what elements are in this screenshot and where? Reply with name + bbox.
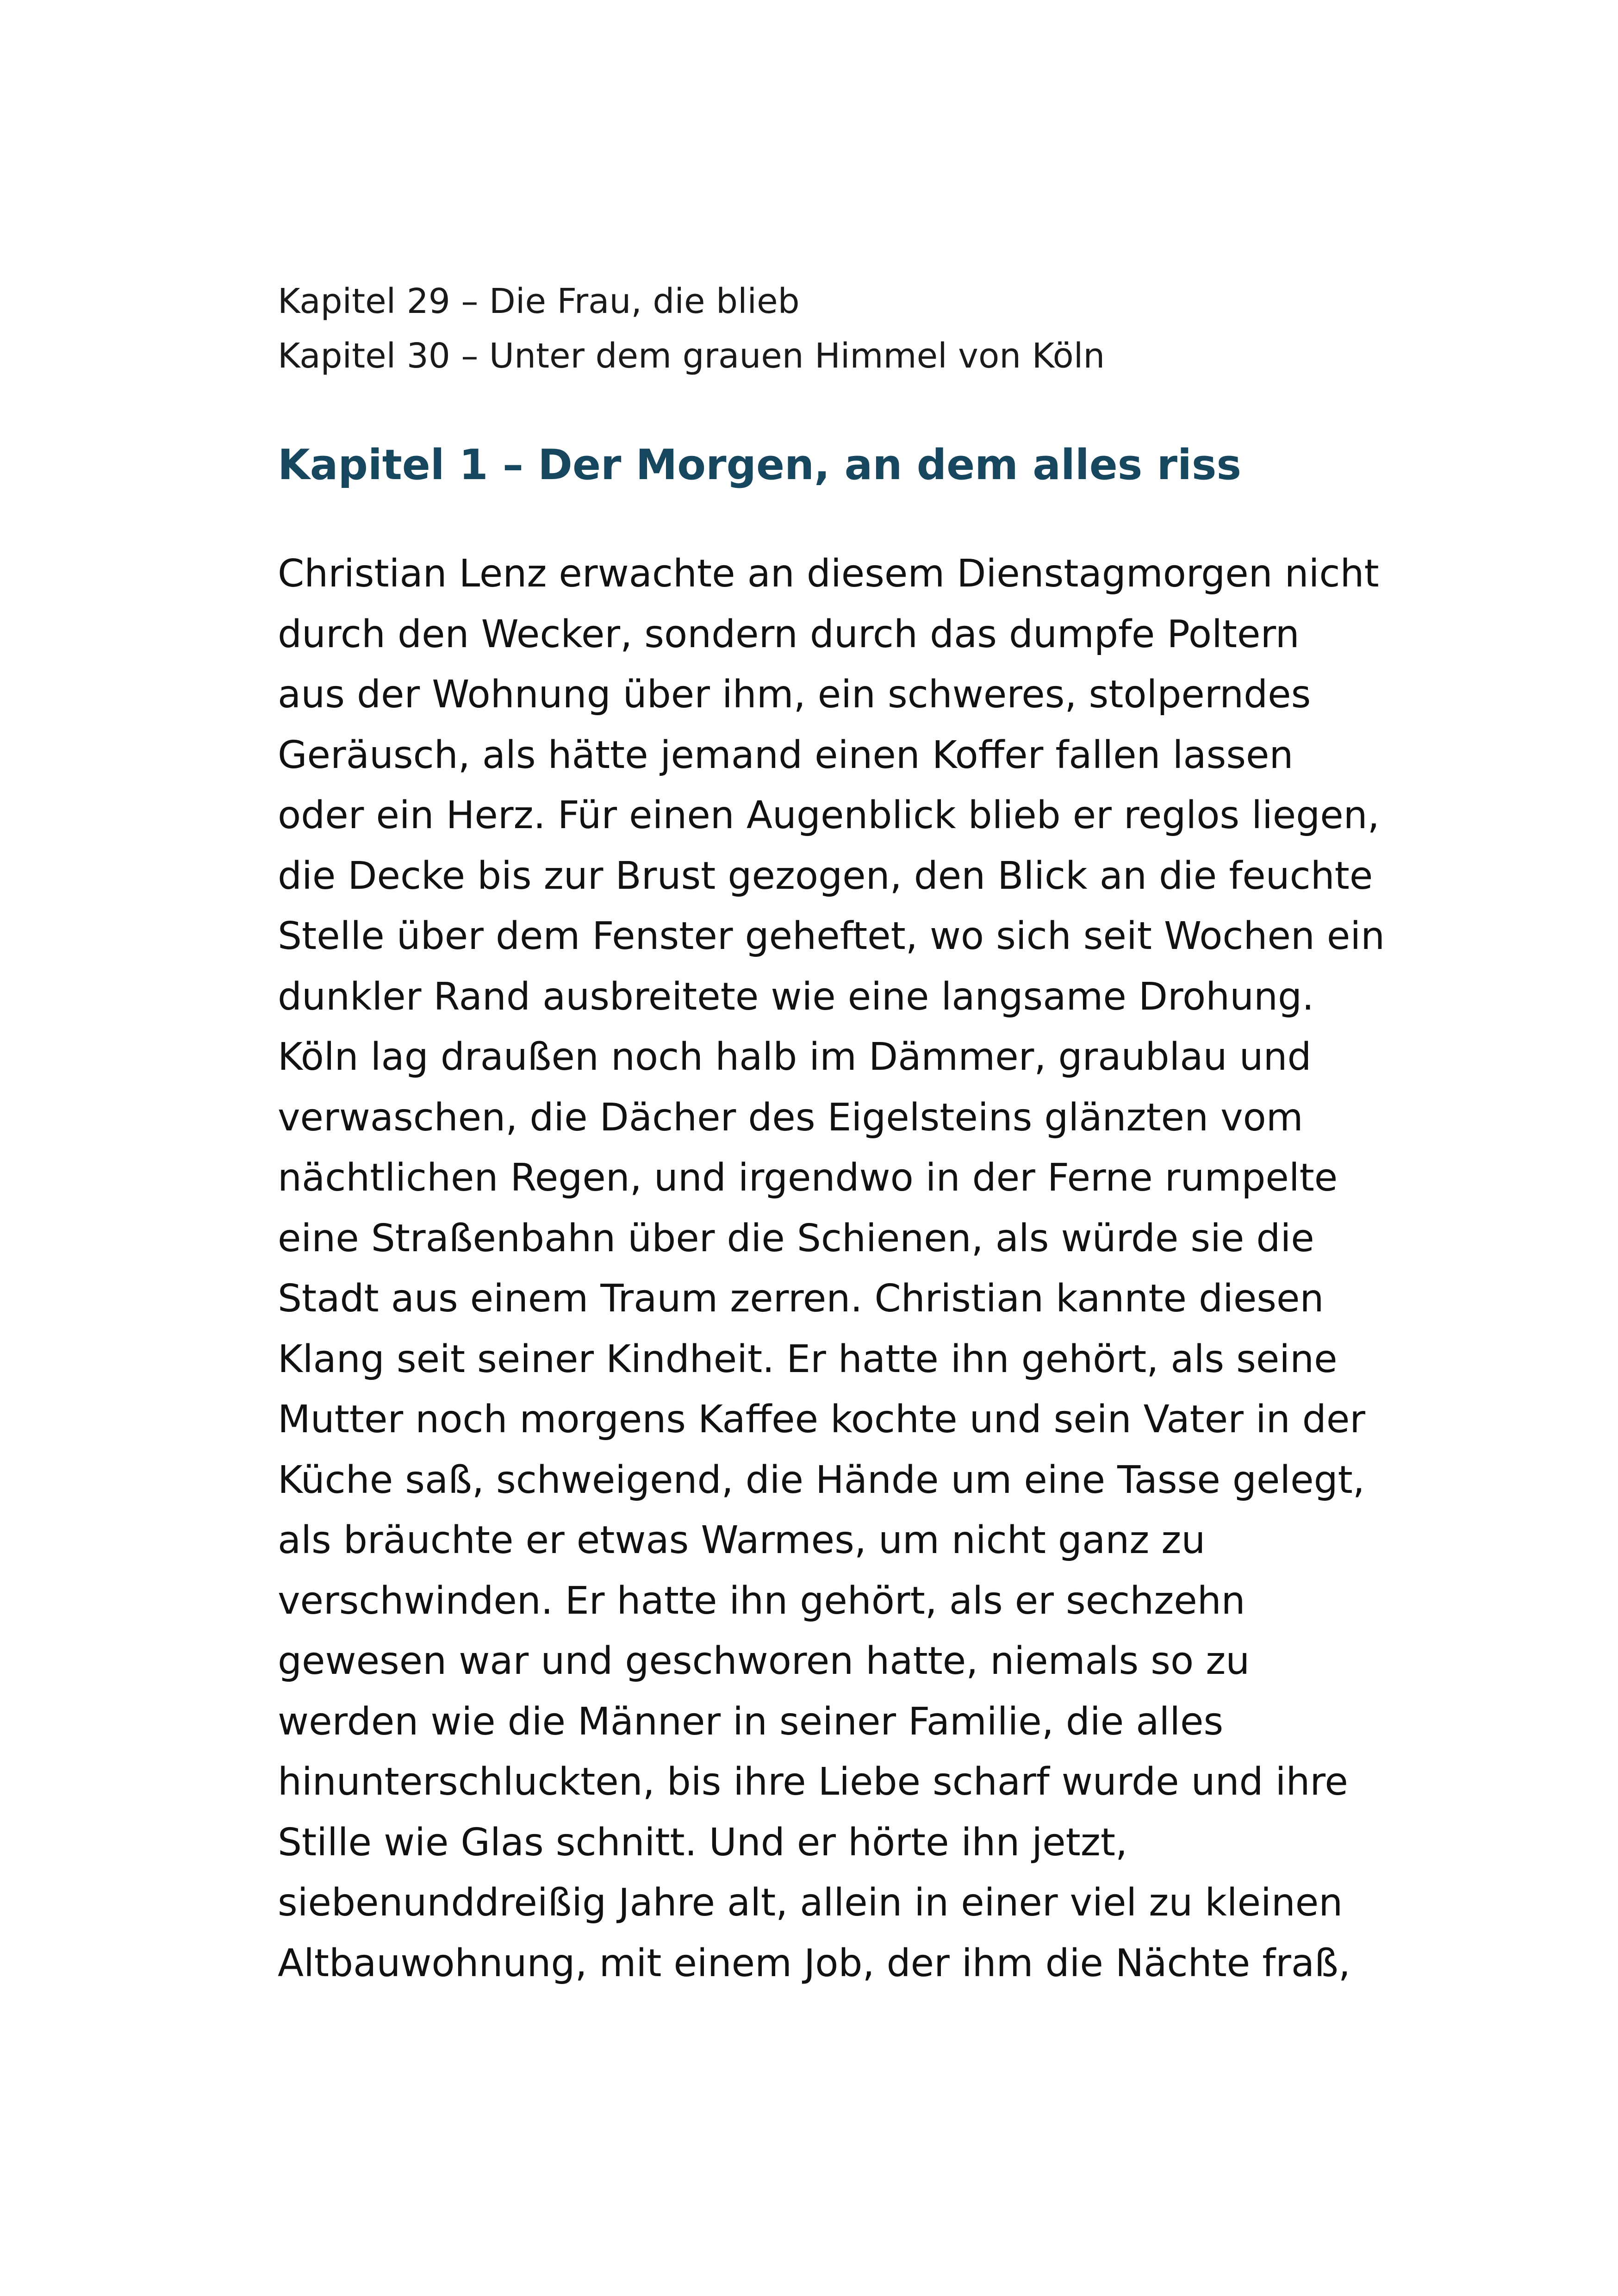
table-of-contents [278, 274, 1342, 383]
body-line: Köln lag draußen noch halb im Dämmer, graublau und [278, 1035, 1312, 1079]
body-line: Christian Lenz erwachte an diesem Dienstagmorgen nicht [278, 552, 1379, 596]
body-line: aus der Wohnung über ihm, ein schweres, stolperndes [278, 673, 1311, 717]
body-line: siebenunddreißig Jahre alt, allein in einer viel zu kleinen [278, 1881, 1343, 1925]
body-line: dunkler Rand ausbreitete wie eine langsame Drohung. [278, 974, 1314, 1019]
body-line: verschwinden. Er hatte ihn gehört, als er sechzehn [278, 1578, 1245, 1623]
body-line: eine Straßenbahn über die Schienen, als würde sie die [278, 1216, 1314, 1260]
toc-entry: Kapitel 30 – Unter dem grauen Himmel von Köln [278, 336, 1105, 376]
chapter-body [278, 544, 1388, 1994]
body-line: als bräuchte er etwas Warmes, um nicht ganz zu [278, 1518, 1206, 1562]
body-line: Klang seit seiner Kindheit. Er hatte ihn gehört, als seine [278, 1337, 1338, 1381]
body-line: oder ein Herz. Für einen Augenblick blieb er reglos liegen, [278, 793, 1380, 837]
body-line: hinunterschluckten, bis ihre Liebe scharf wurde und ihre [278, 1760, 1348, 1804]
toc-entry: Kapitel 29 – Die Frau, die blieb [278, 281, 800, 321]
body-line: Mutter noch morgens Kaffee kochte und sein Vater in der [278, 1398, 1366, 1441]
body-line: Küche saß, schweigend, die Hände um eine Tasse gelegt, [278, 1458, 1365, 1502]
body-line: Stelle über dem Fenster geheftet, wo sich seit Wochen ein [278, 914, 1385, 958]
body-line: Stadt aus einem Traum zerren. Christian kannte diesen [278, 1277, 1324, 1321]
chapter-heading: Kapitel 1 – Der Morgen, an dem alles riss [278, 441, 1242, 489]
body-line: die Decke bis zur Brust gezogen, den Blick an die feuchte [278, 854, 1373, 898]
body-line: werden wie die Männer in seiner Familie, die alles [278, 1699, 1224, 1744]
body-line: Geräusch, als hätte jemand einen Koffer fallen lassen [278, 733, 1294, 777]
body-line: verwaschen, die Dächer des Eigelsteins glänzten vom [278, 1095, 1303, 1140]
body-line: gewesen war und geschworen hatte, niemals so zu [278, 1639, 1250, 1683]
body-line: durch den Wecker, sondern durch das dumpfe Poltern [278, 612, 1300, 656]
body-line: Altbauwohnung, mit einem Job, der ihm die Nächte fraß, [278, 1941, 1350, 1985]
body-line: nächtlichen Regen, und irgendwo in der Ferne rumpelte [278, 1156, 1338, 1200]
body-line: Stille wie Glas schnitt. Und er hörte ihn jetzt, [278, 1820, 1128, 1865]
